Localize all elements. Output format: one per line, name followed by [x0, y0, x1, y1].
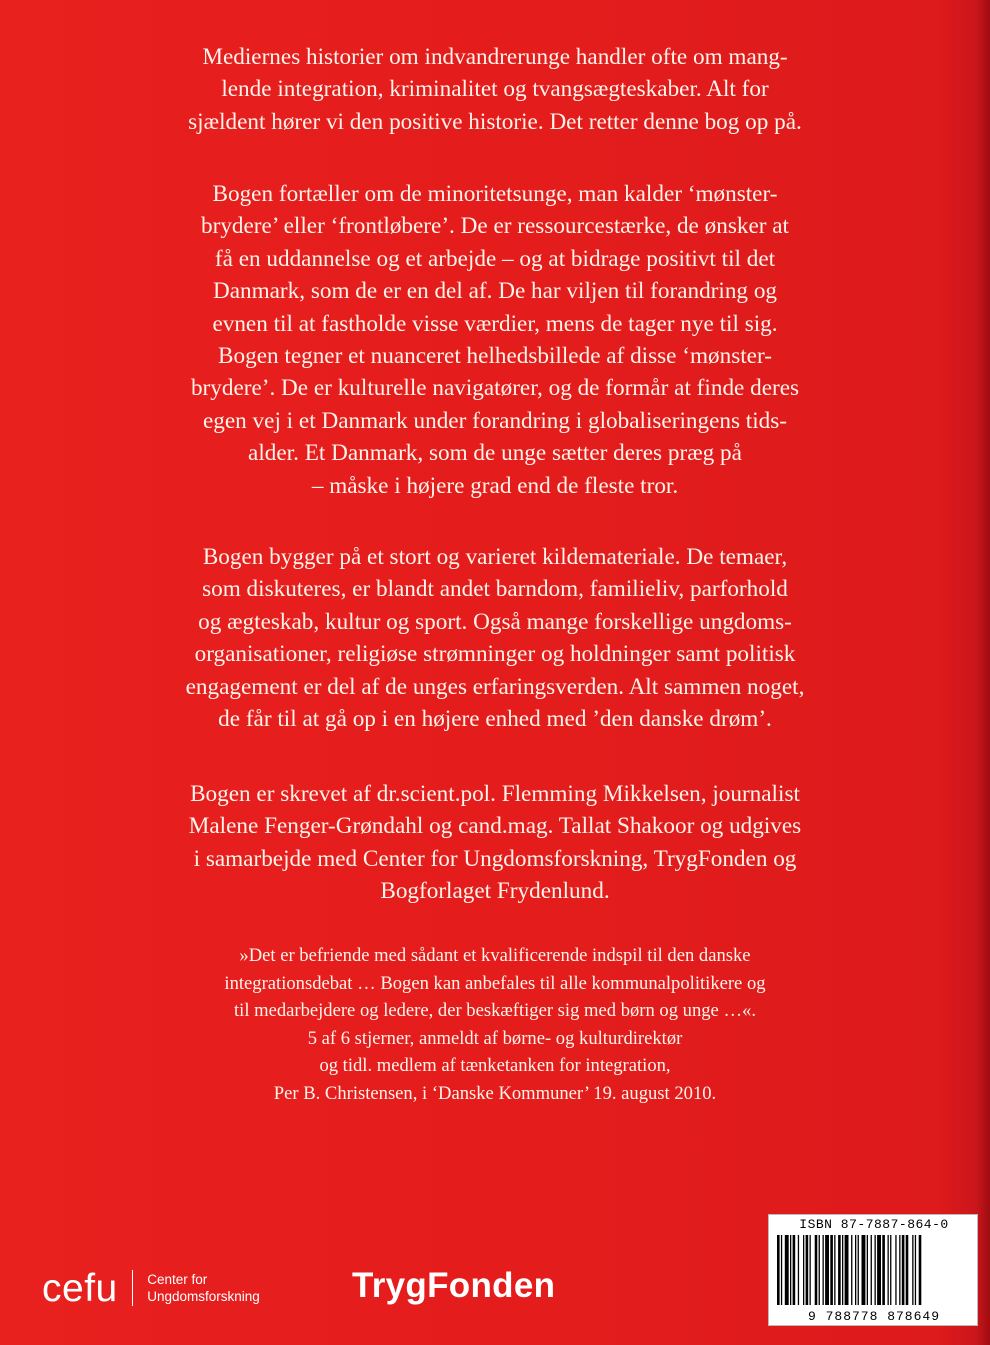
- barcode-stripe: [877, 1235, 881, 1305]
- barcode-stripe: [890, 1235, 891, 1305]
- quote-line: »Det er befriende med sådant et kvalificerende indspil til den danske: [239, 945, 751, 966]
- text-line: sjældent hører vi den positive historie. Det retter denne bog op på.: [188, 108, 802, 135]
- text-line: de får til at gå op i en højere enhed med ’den danske drøm’.: [218, 706, 772, 733]
- barcode-stripe: [919, 1235, 922, 1305]
- text-line: Bogen tegner et nuanceret helhedsbillede af disse ‘mønster-: [218, 343, 772, 370]
- text-line: brydere’ eller ‘frontløbere’. De er ressourcestærke, de ønsker at: [201, 213, 789, 240]
- about-paragraph: [100, 178, 890, 502]
- isbn-number: ISBN 87-7887-864-0: [799, 1217, 949, 1232]
- barcode-stripe: [781, 1235, 782, 1305]
- barcode-stripe: [838, 1235, 841, 1305]
- text-line: organisationer, religiøse strømninger og holdninger samt politisk: [194, 641, 796, 668]
- text-line: i samarbejde med Center for Ungdomsforskning, TrygFonden og: [193, 845, 797, 872]
- barcode-stripe: [825, 1235, 829, 1305]
- cefu-subtitle-line: Center for: [147, 1272, 208, 1287]
- review-quote: [110, 942, 880, 1108]
- text-line: evnen til at fastholde visse værdier, mens de tager nye til sig.: [212, 310, 778, 337]
- authors-paragraph: [100, 778, 890, 908]
- text-line: som diskuteres, er blandt andet barndom, familieliv, parforhold: [202, 576, 788, 603]
- barcode-stripe: [912, 1235, 913, 1305]
- text-line: og ægteskab, kultur og sport. Også mange forskellige ungdoms-: [198, 608, 792, 635]
- barcode-stripe: [803, 1235, 804, 1305]
- barcode-stripe: [895, 1235, 896, 1305]
- barcode-stripe: [862, 1235, 866, 1305]
- text-line: Mediernes historier om indvandrerunge handler ofte om mang-: [202, 44, 788, 70]
- quote-line: integrationsdebat … Bogen kan anbefales til alle kommunalpolitikere og: [224, 972, 766, 994]
- barcode-stripe: [798, 1235, 799, 1305]
- barcode-stripe: [815, 1235, 818, 1305]
- barcode-stripe: [867, 1235, 868, 1305]
- barcode-stripe: [842, 1235, 843, 1305]
- quote-attribution-line: og tidl. medlem af tænketanken for integration,: [319, 1055, 671, 1077]
- text-line: brydere’. De er kulturelle navigatører, og de formår at finde deres: [190, 375, 800, 402]
- text-line: få en uddannelse og et arbejde – og at bidrage positivt til det: [214, 245, 776, 272]
- ean-number: 9 788778 878649: [807, 1309, 941, 1324]
- text-line: Bogen er skrevet af dr.scient.pol. Flemming Mikkelsen, journalist: [190, 781, 800, 807]
- text-line: Bogen fortæller om de minoritetsunge, man kalder ‘mønster-: [212, 181, 778, 207]
- barcode-stripe: [819, 1235, 820, 1305]
- barcode-stripe: [915, 1235, 916, 1305]
- text-line: Bogforlaget Frydenlund.: [380, 878, 610, 905]
- barcode-stripe: [899, 1235, 900, 1305]
- barcode-stripe: [871, 1235, 872, 1305]
- text-line: lende integration, kriminalitet og tvangsægteskaber. Alt for: [221, 76, 769, 103]
- barcode-stripe: [777, 1235, 780, 1305]
- text-line: Malene Fenger-Grøndahl og cand.mag. Tallat Shakoor og udgives: [188, 813, 802, 840]
- barcode-stripe: [785, 1235, 789, 1305]
- barcode-stripe: [888, 1235, 889, 1305]
- text-line: alder. Et Danmark, som de unge sætter deres præg på: [248, 440, 742, 467]
- cefu-subtitle-line: Ungdomsforskning: [147, 1289, 260, 1304]
- barcode-stripe: [830, 1235, 833, 1305]
- barcode-stripe: [845, 1235, 849, 1305]
- text-line: engagement er del af de unges erfaringsverden. Alt sammen noget,: [185, 673, 805, 700]
- barcode-stripe: [882, 1235, 885, 1305]
- logo-divider: [132, 1270, 134, 1306]
- text-line: Bogen bygger på et stort og varieret kildemateriale. De temaer,: [202, 544, 788, 570]
- quote-attribution-line: 5 af 6 stjerner, anmeldt af børne- og kulturdirektør: [307, 1027, 683, 1049]
- barcode-stripe: [810, 1235, 811, 1305]
- cefu-subtitle: [147, 1271, 260, 1305]
- barcode-stripe: [823, 1235, 824, 1305]
- barcode-stripe: [793, 1235, 796, 1305]
- barcode-stripe: [851, 1235, 852, 1305]
- isbn-barcode: [768, 1214, 978, 1326]
- cover-edge-shadow: [976, 0, 990, 1345]
- barcode-stripe: [790, 1235, 791, 1305]
- intro-paragraph: [100, 41, 890, 138]
- quote-line: til medarbejdere og ledere, der beskæftiger sig med børn og unge …«.: [233, 1000, 756, 1022]
- barcode-bars: [777, 1235, 971, 1305]
- barcode-stripe: [806, 1235, 809, 1305]
- barcode-stripe: [855, 1235, 856, 1305]
- trygfonden-logo: TrygFonden: [352, 1266, 556, 1305]
- text-line: – måske i højere grad end de fleste tror.: [311, 472, 679, 499]
- barcode-stripe: [834, 1235, 835, 1305]
- cefu-wordmark: cefu: [42, 1266, 118, 1310]
- themes-paragraph: [100, 541, 890, 735]
- text-line: egen vej i et Danmark under forandring i globaliseringens tids-: [202, 407, 788, 434]
- barcode-stripe: [902, 1235, 905, 1305]
- cefu-logo: [42, 1258, 260, 1318]
- barcode-stripe: [906, 1235, 909, 1305]
- text-line: Danmark, som de er en del af. De har viljen til forandring og: [212, 278, 778, 305]
- barcode-stripe: [858, 1235, 859, 1305]
- barcode-stripe: [875, 1235, 876, 1305]
- quote-attribution-line: Per B. Christensen, i ‘Danske Kommuner’ 19. august 2010.: [273, 1082, 717, 1104]
